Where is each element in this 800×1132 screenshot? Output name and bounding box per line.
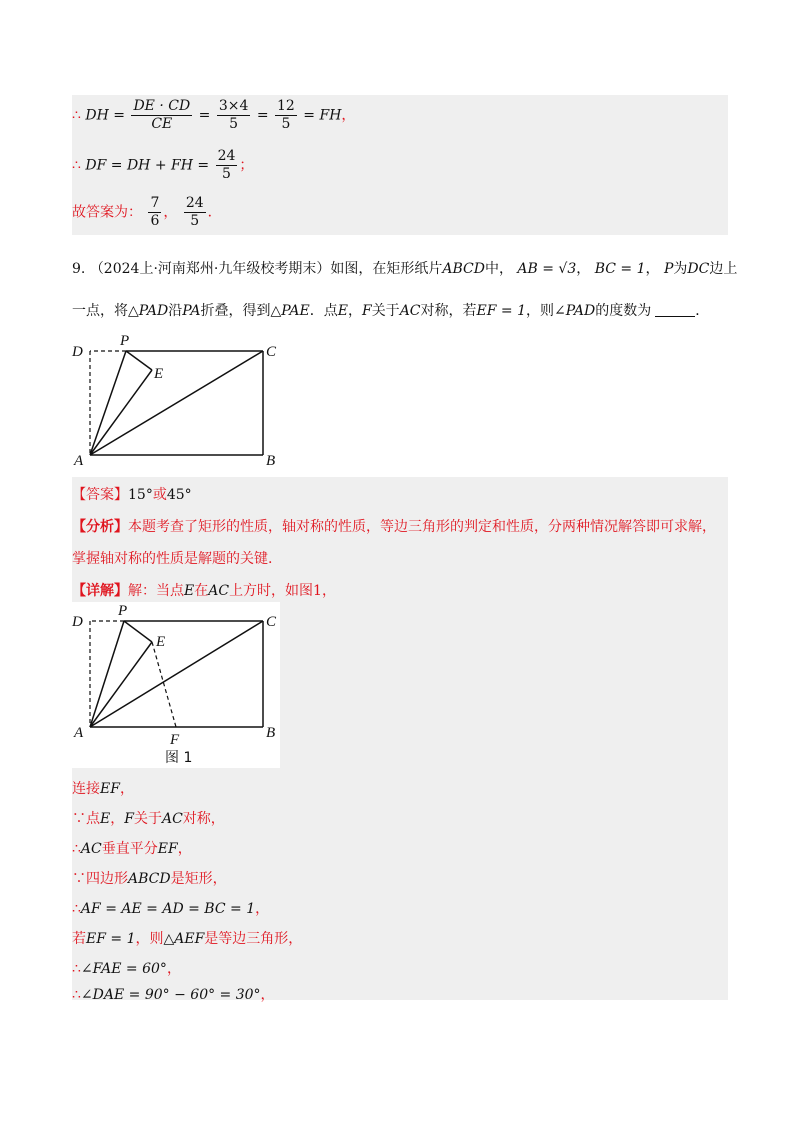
label-p: P	[118, 603, 128, 619]
step-connect-ef: 连接EF，	[72, 781, 134, 797]
diagonal-ac	[90, 351, 263, 455]
fraction: $\frac{24}{5}$	[185, 195, 204, 229]
step-symmetric: ∵点E，F关于AC对称，	[72, 811, 225, 827]
step-equilateral: 若EF = 1，则△AEF是等边三角形，	[72, 931, 303, 947]
label-e: E	[156, 634, 166, 650]
question-9-line2: 一点，将△PAD沿PA折叠，得到△PAE．点E，F关于AC对称，若EF = 1，则∠PAD的度数为 ．	[72, 303, 710, 319]
segment-ea	[90, 370, 152, 455]
analysis-line2: 掌握轴对称的性质是解题的关键.	[72, 551, 273, 567]
segment-pe	[126, 351, 152, 370]
label-p: P	[120, 333, 130, 349]
fraction: $\frac{24}{5}$	[217, 148, 236, 182]
answer-line: 【答案】15°或45°	[72, 487, 192, 503]
step-perpendicular-bisector: ∴AC垂直平分EF，	[72, 841, 192, 857]
figure-caption: 图 1	[165, 750, 193, 766]
solution-line-dh: ∴ DH = $\frac{DE \cdot CD}{CE}$ = $\frac{3\times 4}{5}$ = $\frac{12}{5}$ = FH，	[72, 98, 356, 132]
answer-blank	[655, 302, 695, 317]
label-f: F	[170, 732, 180, 748]
label-b: B	[266, 725, 276, 741]
label-b: B	[266, 453, 276, 469]
label-c: C	[266, 344, 277, 360]
step-equal-sides: ∴AF = AE = AD = BC = 1，	[72, 901, 270, 917]
question-figure	[70, 332, 290, 472]
segment-ap	[90, 351, 126, 455]
step-angle-fae: ∴∠FAE = 60°，	[72, 961, 181, 977]
label-d: D	[72, 344, 83, 360]
step-angle-dae: ∴∠DAE = 90° − 60° = 30°，	[72, 987, 275, 1003]
step-rectangle: ∵四边形ABCD是矩形，	[72, 871, 227, 887]
analysis-line1: 【分析】本题考查了矩形的性质，轴对称的性质，等边三角形的判定和性质，分两种情况解答即可求解，	[72, 519, 716, 535]
detail-line: 【详解】解：当点E在AC上方时，如图1，	[72, 583, 336, 599]
fraction: $\frac{12}{5}$	[277, 98, 295, 132]
question-9-line1: 9. （2024上·河南郑州·九年级校考期末）如图，在矩形纸片ABCD中， AB = √3， BC = 1， P为DC边上	[72, 261, 738, 277]
label-e: E	[154, 366, 164, 382]
label-c: C	[266, 614, 277, 630]
fraction: $\frac{DE \cdot CD}{CE}$	[133, 98, 191, 132]
solution-line-df: ∴ DF = DH + FH = $\frac{24}{5}$ ；	[72, 148, 254, 182]
label-d: D	[72, 614, 83, 630]
fraction: $\frac{7}{6}$	[150, 195, 160, 229]
label-a: A	[74, 453, 84, 469]
fraction: $\frac{3\times 4}{5}$	[218, 98, 249, 132]
solution-line-answer: 故答案为： $\frac{7}{6}$ ， $\frac{24}{5}$ ．	[72, 195, 222, 229]
label-a: A	[74, 725, 84, 741]
solution-figure-1	[70, 602, 280, 768]
